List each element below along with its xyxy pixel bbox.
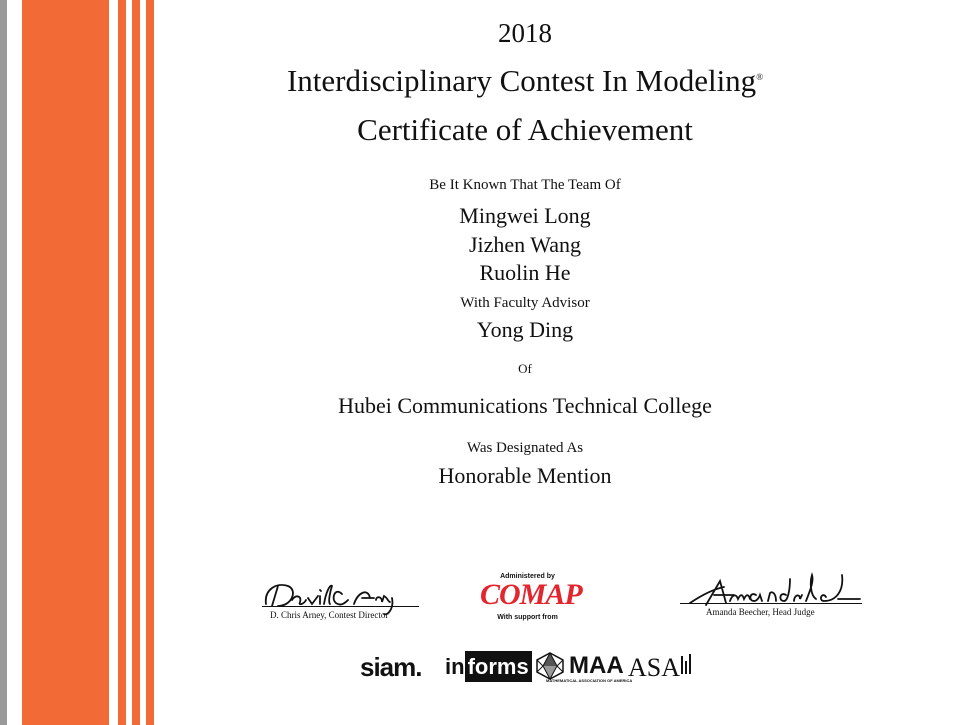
of-label: Of [518, 361, 532, 376]
asa-bars-icon [680, 652, 692, 676]
designation-intro: Was Designated As [466, 440, 584, 456]
maa-subtitle: MATHEMATICAL ASSOCIATION OF AMERICA [546, 678, 633, 683]
left-edge-stripe [0, 0, 7, 725]
informs-logo [445, 651, 532, 682]
asa-wordmark: ASA [628, 653, 681, 682]
faculty-advisor-name: Yong Ding [476, 317, 574, 342]
support-label: With support from [497, 614, 558, 621]
certificate-year: 2018 [498, 18, 552, 48]
director-caption: D. Chris Arney, Contest Director [270, 610, 389, 620]
judge-caption: Amanda Beecher, Head Judge [706, 607, 815, 617]
administered-by-label: Administered by [500, 573, 555, 580]
institution-name: Hubei Communications Technical College [338, 393, 712, 418]
team-member-name: Mingwei Long [459, 203, 591, 228]
asa-logo [628, 652, 692, 683]
maa-wordmark: MAA [569, 652, 624, 679]
siam-logo: siam. [360, 652, 422, 682]
advisor-intro: With Faculty Advisor [460, 295, 590, 311]
comap-wordmark: COMAP [480, 578, 582, 611]
informs-logo-part: in [445, 654, 465, 679]
award-designation: Honorable Mention [438, 463, 612, 488]
comap-logo [480, 573, 582, 639]
team-member-name: Jizhen Wang [468, 232, 582, 257]
team-intro: Be It Known That The Team Of [429, 177, 621, 193]
director-signature-line [262, 606, 419, 607]
judge-signature-line [680, 603, 862, 604]
registered-mark: ® [756, 72, 764, 82]
contest-name: Interdisciplinary Contest In Modeling [286, 63, 757, 98]
certificate-heading: Certificate of Achievement [357, 112, 693, 147]
team-member-name: Ruolin He [479, 260, 571, 285]
maa-icosahedron-icon [535, 652, 565, 680]
informs-logo-part: forms [465, 651, 532, 682]
contest-title [90, 63, 960, 99]
maa-logo [535, 652, 624, 680]
